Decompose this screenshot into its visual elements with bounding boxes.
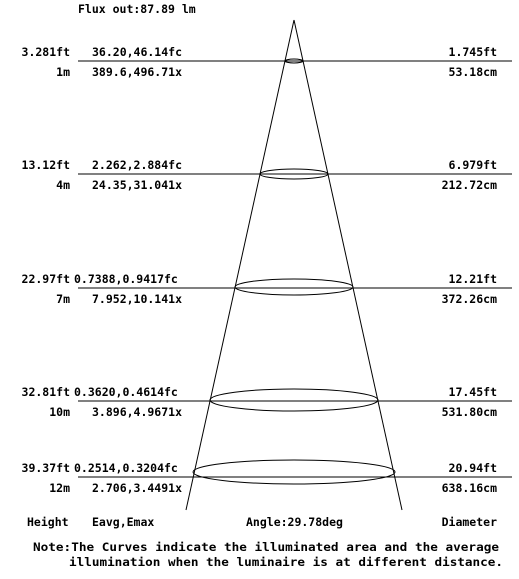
illum-fc-12m: 0.2514,0.3204fc <box>74 461 178 475</box>
note-line-1: Note:The Curves indicate the illuminated area and the average <box>33 540 500 554</box>
diameter-ft-1m: 1.745ft <box>448 45 497 59</box>
diameter-cm-7m: 372.26cm <box>441 292 497 306</box>
height-ft-10m: 32.81ft <box>21 385 70 399</box>
illumination-ellipse-12m <box>193 460 395 484</box>
illum-lx-4m: 24.35,31.041x <box>92 178 183 192</box>
beam-right-edge <box>294 20 402 510</box>
eavg-emax-column-label: Eavg,Emax <box>92 515 155 529</box>
diameter-ft-4m: 6.979ft <box>448 158 497 172</box>
illum-fc-1m: 36.20,46.14fc <box>92 45 183 59</box>
height-ft-4m: 13.12ft <box>21 158 70 172</box>
beam-angle-label: Angle:29.78deg <box>246 515 343 529</box>
illum-fc-10m: 0.3620,0.4614fc <box>74 385 178 399</box>
height-m-12m: 12m <box>49 481 70 495</box>
height-m-4m: 4m <box>56 178 70 192</box>
beam-left-edge <box>186 20 294 510</box>
diameter-cm-4m: 212.72cm <box>441 178 497 192</box>
illum-lx-1m: 389.6,496.71x <box>92 65 183 79</box>
diameter-cm-12m: 638.16cm <box>441 481 497 495</box>
height-ft-1m: 3.281ft <box>21 45 70 59</box>
diameter-cm-1m: 53.18cm <box>448 65 497 79</box>
illumination-ellipse-10m <box>210 389 378 411</box>
height-ft-7m: 22.97ft <box>21 272 70 286</box>
illum-lx-7m: 7.952,10.141x <box>92 292 183 306</box>
height-m-7m: 7m <box>56 292 70 306</box>
illum-fc-7m: 0.7388,0.9417fc <box>74 272 178 286</box>
diameter-ft-10m: 17.45ft <box>448 385 497 399</box>
diameter-ft-7m: 12.21ft <box>448 272 497 286</box>
height-m-10m: 10m <box>49 405 70 419</box>
diameter-cm-10m: 531.80cm <box>441 405 497 419</box>
height-m-1m: 1m <box>56 65 70 79</box>
note-line-2: illumination when the luminaire is at different distance. <box>69 555 503 569</box>
illumination-ellipse-7m <box>235 279 353 295</box>
height-column-label: Height <box>27 515 69 529</box>
height-ft-12m: 39.37ft <box>21 461 70 475</box>
illum-lx-10m: 3.896,4.9671x <box>92 405 183 419</box>
illum-fc-4m: 2.262,2.884fc <box>92 158 183 172</box>
flux-out-label: Flux out:87.89 lm <box>78 2 196 16</box>
illum-lx-12m: 2.706,3.4491x <box>92 481 183 495</box>
diameter-column-label: Diameter <box>441 515 497 529</box>
diameter-ft-12m: 20.94ft <box>448 461 497 475</box>
